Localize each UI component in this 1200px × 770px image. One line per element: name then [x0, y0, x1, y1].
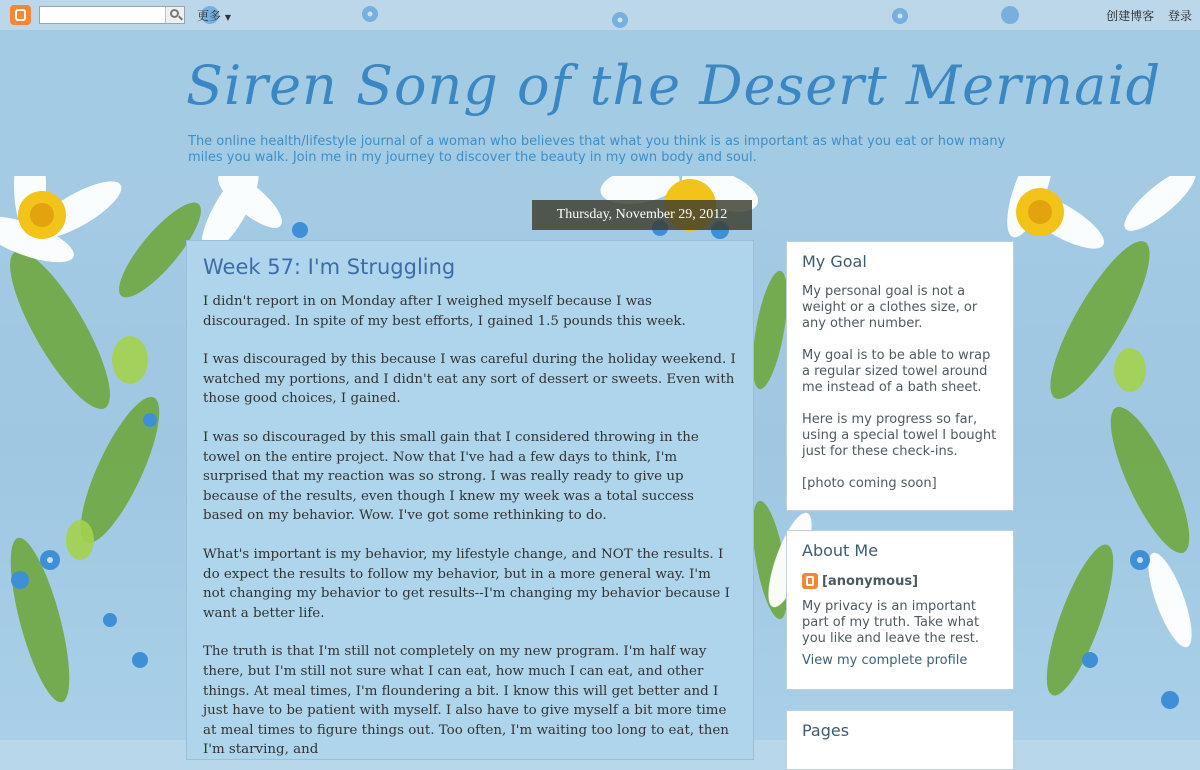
goal-paragraph: Here is my progress so far, using a special towel I bought just for these check-ins.	[802, 412, 997, 459]
blogger-navbar	[0, 0, 1200, 30]
goal-paragraph: [photo coming soon]	[802, 476, 937, 491]
profile-name-row	[802, 573, 998, 589]
post-date: Thursday, November 29, 2012	[532, 200, 752, 230]
search-input[interactable]	[39, 6, 185, 24]
post-paragraph: The truth is that I'm still not completely on my new program. I'm half way there, but I'm still not sure what I can eat, how much I can eat, and other things. At meal times, I'm floundering a bit. I know this will get better and I just have to be patient with myself. I also have to give myself a bit more time at meal times to figure things out. Too often, I'm waiting too long to eat, then I'm starving, and	[203, 644, 729, 758]
blogger-profile-icon	[802, 573, 818, 589]
post-paragraph: I didn't report in on Monday after I weighed myself because I was discouraged. In spite of my best efforts, I gained 1.5 pounds this week.	[203, 294, 686, 329]
create-blog-link[interactable]: 创建博客	[1106, 9, 1155, 23]
goal-paragraph: My personal goal is not a weight or a clothes size, or any other number.	[802, 284, 978, 331]
blog-description: The online health/lifestyle journal of a woman who believes that what you think is as important as what you eat or how many miles you walk. Join me in my journey to discover the beauty in my own body and soul.	[188, 134, 1006, 165]
my-goal-widget	[786, 241, 1014, 511]
goal-paragraph: My goal is to be able to wrap a regular sized towel around me instead of a bath sheet.	[802, 348, 991, 395]
search-icon[interactable]	[165, 7, 184, 23]
widget-title: Pages	[802, 721, 850, 740]
widget-title: About Me	[802, 541, 879, 560]
navbar-links	[1096, 7, 1192, 24]
about-me-widget	[786, 530, 1014, 690]
post-body	[203, 292, 737, 760]
blog-post	[186, 240, 754, 760]
more-menu-label: 更多	[197, 9, 222, 23]
about-text: My privacy is an important part of my truth. Take what you like and leave the rest.	[802, 599, 980, 646]
sign-in-link[interactable]: 登录	[1167, 9, 1192, 23]
post-paragraph: I was discouraged by this because I was careful during the holiday weekend. I watched my portions, and I didn't eat any sort of dessert or sweets. Even with those good choices, I gained.	[203, 352, 736, 407]
blogger-logo-icon[interactable]	[10, 5, 31, 25]
blog-header	[0, 30, 1200, 176]
profile-name-link[interactable]: [anonymous]	[822, 573, 919, 589]
post-title[interactable]: Week 57: I'm Struggling	[203, 255, 456, 279]
post-paragraph: I was so discouraged by this small gain that I considered throwing in the towel on the entire project. Now that I've had a few days to think, I'm surprised that my reaction was so strong. I was really ready to give up because of the results, even though I knew my week was a total success based on my behavior. Wow. I've got some rethinking to do.	[203, 429, 699, 524]
more-menu[interactable]	[197, 7, 231, 24]
widget-title: My Goal	[802, 252, 867, 271]
view-profile-link[interactable]: View my complete profile	[802, 653, 968, 668]
pages-widget	[786, 710, 1014, 770]
post-paragraph: What's important is my behavior, my lifestyle change, and NOT the results. I do expect the results to follow my behavior, but in a more general way. I'm not changing my behavior to get results--I'm changing my behavior because I want a better life.	[203, 546, 730, 621]
chevron-down-icon: ▼	[224, 13, 231, 22]
blog-title[interactable]: Siren Song of the Desert Mermaid	[186, 54, 1162, 117]
